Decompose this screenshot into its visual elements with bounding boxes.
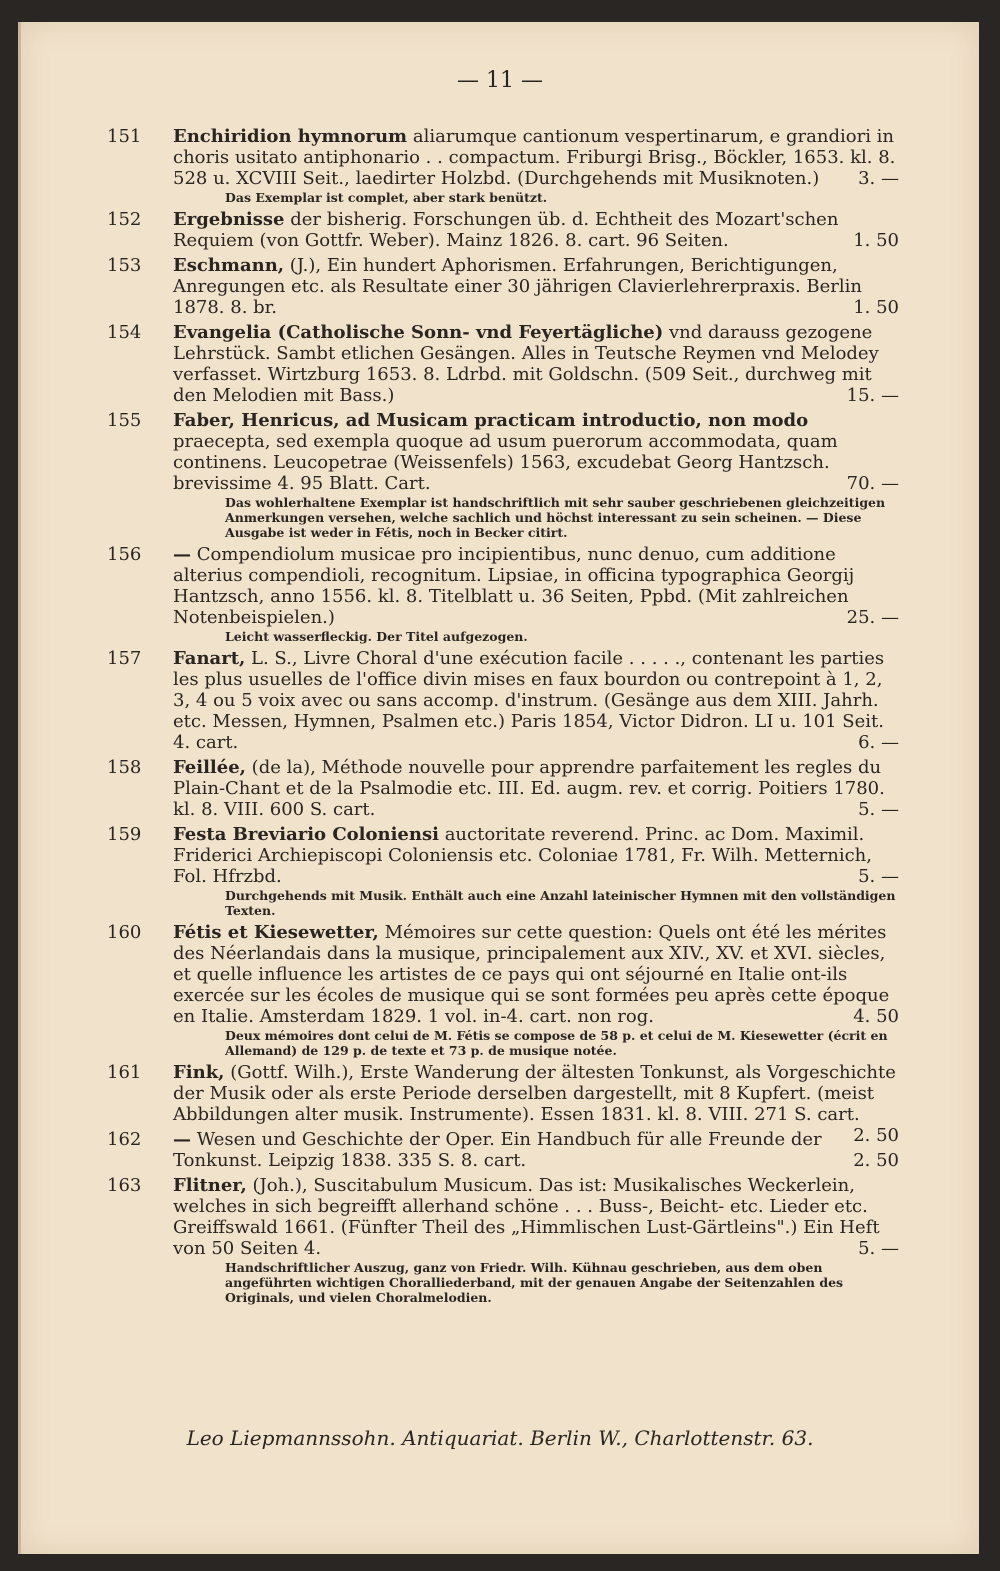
entry-price: 70. —	[846, 473, 899, 494]
entry-heading: Fétis et Kiesewetter,	[173, 922, 379, 943]
entry-note: Das wohlerhaltene Exemplar ist handschriftlich mit sehr sauber geschriebenen gleichzeitigen Anmerkungen versehen, welche sachlich und höchst interessant zu sein scheinen. — Diese Ausgabe ist weder in Fétis, noch in Becker citirt.	[225, 495, 886, 540]
entry-price: 2. 50	[853, 1150, 899, 1171]
catalog-entry	[107, 1129, 899, 1171]
entry-note: Leicht wasserfleckig. Der Titel aufgezogen.	[225, 629, 528, 644]
entry-text: Compendiolum musicae pro incipientibus, nunc denuo, cum additione alterius compendioli, recognitum. Lipsiae, in officina typographica Georgij Hantzsch, anno 1556. kl. 8. Titelblatt u. 36 Seiten, Ppbd. (Mit zahlreichen Notenbeispielen.)	[173, 544, 855, 628]
catalog-entry	[107, 544, 899, 644]
catalog-entry	[107, 757, 899, 820]
entry-note: Deux mémoires dont celui de M. Fétis se compose de 58 p. et celui de M. Kiesewetter (écrit en Allemand) de 129 p. de texte et 73 p. de musique notée.	[225, 1028, 888, 1058]
catalog-entry	[107, 824, 899, 918]
entry-price: 3. —	[858, 168, 899, 189]
entry-number: 156	[107, 544, 142, 565]
entry-heading: Flitner,	[173, 1175, 247, 1196]
entry-text: (J.), Ein hundert Aphorismen. Erfahrungen, Berichtigungen, Anregungen etc. als Resultate einer 30 jährigen Clavierlehrerpraxis. Berlin 1878. 8. br.	[173, 255, 862, 318]
entry-list	[107, 126, 899, 1309]
entry-text: vnd darauss gezogene Lehrstück. Sambt etlichen Gesängen. Alles in Teutsche Reymen vnd Melodey verfasset. Wirtzburg 1653. 8. Ldrbd. mit Goldschn. (509 Seit., durchweg mit den Melodien mit Bass.)	[173, 322, 879, 406]
catalog-entry	[107, 648, 899, 753]
entry-heading: Fanart,	[173, 648, 246, 669]
entry-note: Das Exemplar ist complet, aber stark benützt.	[225, 190, 548, 205]
entry-heading: Fink,	[173, 1062, 225, 1083]
entry-number: 154	[107, 322, 142, 343]
entry-price: 6. —	[858, 732, 899, 753]
entry-text: L. S., Livre Choral d'une exécution facile . . . . ., contenant les parties les plus usuelles de l'office divin mises en faux bourdon ou contrepoint à 1, 2, 3, 4 ou 5 voix avec ou sans accomp. d'instrum. (Gesänge aus dem XIII. Jahrh. etc. Messen, Hymnen, Psalmen etc.) Paris 1854, Victor Didron. LI u. 101 Seit. 4. cart.	[173, 648, 885, 753]
entry-price: 2. 50	[853, 1125, 899, 1146]
entry-price: 4. 50	[853, 1006, 899, 1027]
entry-number: 159	[107, 824, 142, 845]
entry-heading: Ergebnisse	[173, 209, 285, 230]
entry-price: 5. —	[858, 799, 899, 820]
entry-number: 161	[107, 1062, 142, 1083]
page-number: — 11 —	[457, 68, 543, 93]
entry-price: 5. —	[858, 866, 899, 887]
entry-note: Durchgehends mit Musik. Enthält auch eine Anzahl lateinischer Hymnen mit den vollständigen Texten.	[225, 888, 896, 918]
entry-number: 152	[107, 209, 142, 230]
entry-text: auctoritate reverend. Princ. ac Dom. Maximil. Friderici Archiepiscopi Coloniensis etc. Coloniae 1781, Fr. Wilh. Metternich, Fol. Hfrzbd.	[173, 824, 872, 887]
entry-text: aliarumque cantionum vespertinarum, e grandiori in choris usitato antiphonario . . compactum. Friburgi Brisg., Böckler, 1653. kl. 8. 528 u. XCVIII Seit., laedirter Holzbd. (Durchgehends mit Musiknoten.)	[173, 126, 896, 189]
entry-price: 25. —	[846, 607, 899, 628]
entry-number: 151	[107, 126, 142, 147]
catalog-entry	[107, 126, 899, 205]
entry-number: 163	[107, 1175, 142, 1196]
entry-heading: —	[173, 1129, 191, 1150]
catalog-entry	[107, 1175, 899, 1305]
catalog-entry	[107, 255, 899, 318]
entry-heading: —	[173, 544, 191, 565]
entry-number: 157	[107, 648, 142, 669]
entry-number: 155	[107, 410, 142, 431]
entry-price: 1. 50	[853, 297, 899, 318]
entry-text: der bisherig. Forschungen üb. d. Echtheit des Mozart'schen Requiem (von Gottfr. Weber). Mainz 1826. 8. cart. 96 Seiten.	[173, 209, 839, 251]
entry-note: Handschriftlicher Auszug, ganz von Friedr. Wilh. Kühnau geschrieben, aus dem oben angeführten wichtigen Choralliederband, mit der genauen Angabe der Seitenzahlen des Originals, und vielen Choralmelodien.	[225, 1260, 844, 1305]
entry-text: Wesen und Geschichte der Oper. Ein Handbuch für alle Freunde der Tonkunst. Leipzig 1838. 335 S. 8. cart.	[173, 1129, 822, 1171]
entry-heading: Faber, Henricus, ad Musicam practicam introductio, non modo	[173, 410, 809, 431]
entry-text: praecepta, sed exempla quoque ad usum puerorum accommodata, quam continens. Leucopetrae (Weissenfels) 1563, excudebat Georg Hantzsch. brevissime 4. 95 Blatt. Cart.	[173, 431, 838, 494]
entry-text: (de la), Méthode nouvelle pour apprendre parfaitement les regles du Plain-Chant et de la Psalmodie etc. III. Ed. augm. rev. et corrig. Poitiers 1780. kl. 8. VIII. 600 S. cart.	[173, 757, 885, 820]
entry-number: 153	[107, 255, 142, 276]
entry-text: Mémoires sur cette question: Quels ont été les mérites des Néerlandais dans la musique, principalement aux XIV., XV. et XVI. siècles, et quelle influence les artistes de ce pays qui ont séjourné en Italie ont-ils exercée sur les écoles de musique qui se sont formées peu après cette époque en Italie. Amsterdam 1829. 1 vol. in-4. cart. non rog.	[173, 922, 890, 1027]
entry-number: 158	[107, 757, 142, 778]
entry-heading: Feillée,	[173, 757, 246, 778]
entry-heading: Festa Breviario Coloniensi	[173, 824, 439, 845]
catalog-entry	[107, 209, 899, 251]
entry-heading: Eschmann,	[173, 255, 285, 276]
entry-number: 160	[107, 922, 142, 943]
entry-price: 1. 50	[853, 230, 899, 251]
catalog-entry	[107, 922, 899, 1058]
entry-text: (Gottf. Wilh.), Erste Wanderung der ältesten Tonkunst, als Vorgeschichte der Musik oder als erste Periode derselben dargestellt, mit 8 Kupfert. (meist Abbildungen alter musik. Instrumente). Essen 1831. kl. 8. VIII. 271 S. cart.	[173, 1062, 896, 1125]
entry-heading: Enchiridion hymnorum	[173, 126, 408, 147]
catalog-entry	[107, 410, 899, 540]
entry-number: 162	[107, 1129, 142, 1150]
catalog-entry	[107, 322, 899, 406]
entry-price: 5. —	[858, 1238, 899, 1259]
entry-price: 15. —	[846, 385, 899, 406]
entry-heading: Evangelia (Catholische Sonn- vnd Feyertägliche)	[173, 322, 664, 343]
publisher-footer: Leo Liepmannssohn. Antiquariat. Berlin W., Charlottenstr. 63.	[186, 1426, 814, 1450]
entry-text: (Joh.), Suscitabulum Musicum. Das ist: Musikalisches Weckerlein, welches in sich begreifft allerhand schöne . . . Buss-, Beicht- etc. Lieder etc. Greiffswald 1661. (Fünfter Theil des „Himmlischen Lust-Gärtleins".) Ein Heft von 50 Seiten 4.	[173, 1175, 880, 1259]
catalog-page	[18, 22, 979, 1554]
